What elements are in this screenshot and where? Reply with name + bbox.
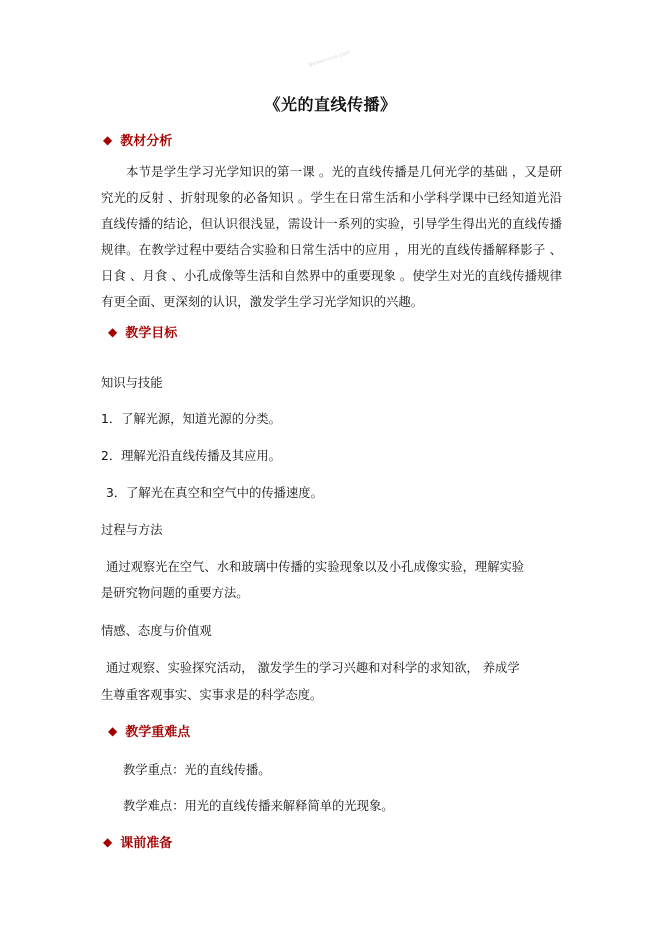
section-heading-label: 教学目标: [125, 326, 178, 341]
section-heading-label: 课前准备: [120, 836, 173, 851]
watermark: Baiwenxue.com: [308, 49, 352, 69]
emotion-text-line-2: 生尊重客观事实、实事求是的科学态度。: [101, 688, 323, 702]
difficulty-line: 教学难点：用光的直线传播来解释简单的光现象。: [123, 799, 394, 813]
key-point-line: 教学重点：光的直线传播。: [123, 763, 271, 777]
section-heading-prep: [103, 832, 172, 851]
section-heading-label: 教材分析: [120, 134, 173, 149]
diamond-bullet-icon: ◆: [108, 324, 118, 339]
goal-item-2: 2．理解光沿直线传播及其应用。: [101, 449, 281, 463]
diamond-bullet-icon: ◆: [108, 723, 118, 738]
process-text-line-1: 通过观察光在空气、水和玻璃中传播的实验现象以及小孔成像实验，理解实验: [106, 560, 525, 574]
analysis-paragraph: 本节是学生学习光学知识的第一课 。光的直线传播是几何光学的基础 ，又是研究光的反射 、折射现象的必备知识 。学生在日常生活和小学科学课中已经知道光沿直线传播的结论，但认识很浅显，需设计一系列的实验，引导学生得出光的直线传播规律。在教学过程中要结合实验和日常生活中的应用 ，用光的直线传播解释影子 、日食 、月食 、小孔成像等生活和自然界中的重要现象 。使学生对光的直线传播规律有更全面、更深刻的认识，激发学生学习光学知识的兴趣。: [101, 164, 562, 309]
diamond-bullet-icon: ◆: [103, 132, 113, 147]
page-title: 《光的直线传播》: [264, 95, 397, 114]
section-heading-goals: [108, 322, 177, 341]
process-subtitle: 过程与方法: [101, 523, 163, 537]
goal-item-1: 1．了解光源，知道光源的分类。: [101, 412, 281, 426]
section-heading-label: 教学重难点: [125, 725, 191, 740]
emotion-text-line-1: 通过观察、实验探究活动， 激发学生的学习兴趣和对科学的求知欲， 养成学: [106, 661, 520, 675]
section-heading-keypoints: [108, 721, 190, 740]
goal-item-3: 3．了解光在真空和空气中的传播速度。: [106, 486, 323, 500]
knowledge-subtitle: 知识与技能: [101, 376, 163, 390]
diamond-bullet-icon: ◆: [103, 834, 113, 849]
emotion-subtitle: 情感、态度与价值观: [101, 624, 212, 638]
process-text-line-2: 是研究物问题的重要方法。: [101, 586, 249, 600]
section-heading-analysis: [103, 130, 172, 149]
